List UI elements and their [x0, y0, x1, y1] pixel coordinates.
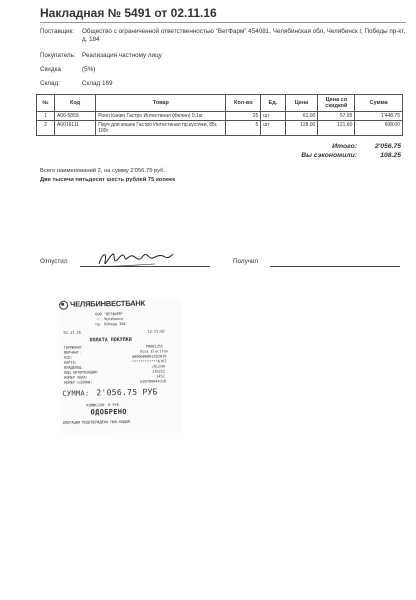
received-label: Получил — [233, 258, 259, 265]
warehouse-label: Склад: — [40, 80, 60, 87]
cell-price: 61.00 — [285, 112, 318, 121]
field-label: КАРТА: — [63, 360, 77, 365]
handwritten-signature — [95, 248, 175, 270]
field-value: 1452 — [156, 374, 165, 379]
amount-value: 2'056.75 РУБ — [96, 387, 158, 398]
cell-product: Пауч для кошек Гастро Интестинал пр.кусочки, 85г, 100г — [96, 121, 226, 136]
discount-label: Скидка — [40, 66, 61, 73]
summary-words: Две тысячи пятьдесят шесть рублей 75 копеек — [40, 177, 176, 183]
cell-price: 128.00 — [285, 121, 318, 136]
total-value: 2'056.75 — [374, 143, 401, 150]
field-value: /ELCHA — [151, 364, 166, 369]
total-label: Итого: — [332, 143, 357, 150]
table-row — [37, 112, 403, 121]
items-table — [36, 94, 403, 136]
buyer-row — [40, 52, 412, 60]
cell-product: Роял Канин Гастро Интестинал (Фелин) 0,1кг — [96, 112, 226, 121]
supplier-row — [40, 28, 412, 44]
buyer-value: Реализация частному лицу — [82, 52, 162, 59]
col-header-discount-price: Цена со скидкой — [318, 95, 355, 112]
warehouse-row — [40, 80, 412, 88]
payment-receipt — [59, 298, 183, 434]
field-value: Visa Electron — [139, 349, 168, 354]
field-value: ************6767 — [131, 359, 167, 364]
field-value: P0001355 — [145, 344, 164, 349]
title-rule — [40, 22, 406, 23]
field-label: AID: — [63, 355, 73, 360]
discount-row — [40, 66, 412, 74]
field-label: КОД АВТОРИЗАЦИИ: — [64, 370, 99, 375]
released-label: Отпустил — [40, 258, 68, 265]
receipt-footer: ОПЕРАЦИЯ ПОДТВЕРЖДЕНА ПИН-КОДОМ — [62, 419, 130, 425]
cell-code: А0016111 — [54, 121, 95, 136]
col-header-code: Код — [54, 95, 95, 112]
field-value: A000000003202010 — [131, 354, 167, 359]
bank-logo-icon — [59, 300, 68, 309]
discount-value: (5%) — [82, 66, 96, 73]
document-title: Накладная № 5491 от 02.11.16 — [40, 6, 217, 20]
operation-type: ОПЛАТА ПОКУПКИ — [89, 336, 132, 344]
col-header-price: Цена — [285, 95, 318, 112]
bank-name: ЧЕЛЯБИНВЕСТБАНК — [70, 298, 146, 309]
bank-header — [59, 299, 145, 310]
amount-label: СУММА: — [62, 389, 90, 398]
table-row — [37, 121, 403, 136]
received-signature-line — [270, 256, 400, 267]
field-label: МЕРЧАНТ: — [63, 350, 82, 355]
field-value: 630709044318 — [140, 379, 167, 384]
cell-number: 2 — [37, 121, 55, 136]
org-city: г. Челябинск — [97, 316, 124, 322]
col-header-qty: Кол-во — [226, 95, 261, 112]
commission-line: КОМИССИЯ: 0 РУБ. — [86, 403, 122, 408]
col-header-number: № — [37, 95, 55, 112]
col-header-sum: Сумма — [355, 95, 403, 112]
field-label: ТЕРМИНАЛ: — [63, 345, 84, 350]
org-name: ООО "ВЕТФАРМ" — [95, 311, 124, 317]
cell-discount-price: 121.60 — [318, 121, 355, 136]
total-row — [287, 143, 401, 150]
cell-number: 1 — [37, 112, 55, 121]
field-label: НОМЕР ЧЕКА: — [64, 375, 88, 380]
approval-status: ОДОБРЕНО — [90, 407, 127, 417]
cell-sum: 1'448.75 — [355, 112, 403, 121]
field-label: НОМЕР ССЫЛКИ: — [64, 380, 93, 385]
receipt-time: 12:52:02 — [147, 329, 165, 334]
field-value: 139222 — [152, 369, 166, 374]
cell-qty: 5 — [226, 121, 261, 136]
buyer-label: Покупатель: — [40, 52, 76, 59]
summary-count: Всего наименований 2, на сумму 2'056.75 руб. — [40, 168, 166, 174]
receipt-date: 02.11.16 — [63, 330, 81, 335]
cell-code: А00-5859 — [54, 112, 95, 121]
supplier-value: Общество с ограниченной ответственностью "ВетФарм" 454081, Челябинская обл, Челябинск г, Победы пр-кт, д. 184 — [82, 28, 406, 43]
cell-discount-price: 57.95 — [318, 112, 355, 121]
cell-unit: шт — [261, 112, 285, 121]
saved-value: 108.25 — [380, 152, 401, 159]
table-header-row — [37, 95, 403, 112]
field-label: ВЛАДЕЛЕЦ: — [63, 365, 84, 370]
cell-sum: 608.00 — [355, 121, 403, 136]
cell-unit: шт — [261, 121, 285, 136]
supplier-label: Поставщик: — [40, 28, 75, 35]
col-header-product: Товар — [96, 95, 226, 112]
cell-qty: 25 — [226, 112, 261, 121]
saved-label: Вы сэкономили: — [301, 152, 357, 159]
warehouse-value: Склад 169 — [82, 80, 113, 87]
saved-row — [287, 152, 401, 159]
org-address: пр. Победы 184 — [95, 321, 126, 327]
col-header-unit: Ед. — [261, 95, 285, 112]
